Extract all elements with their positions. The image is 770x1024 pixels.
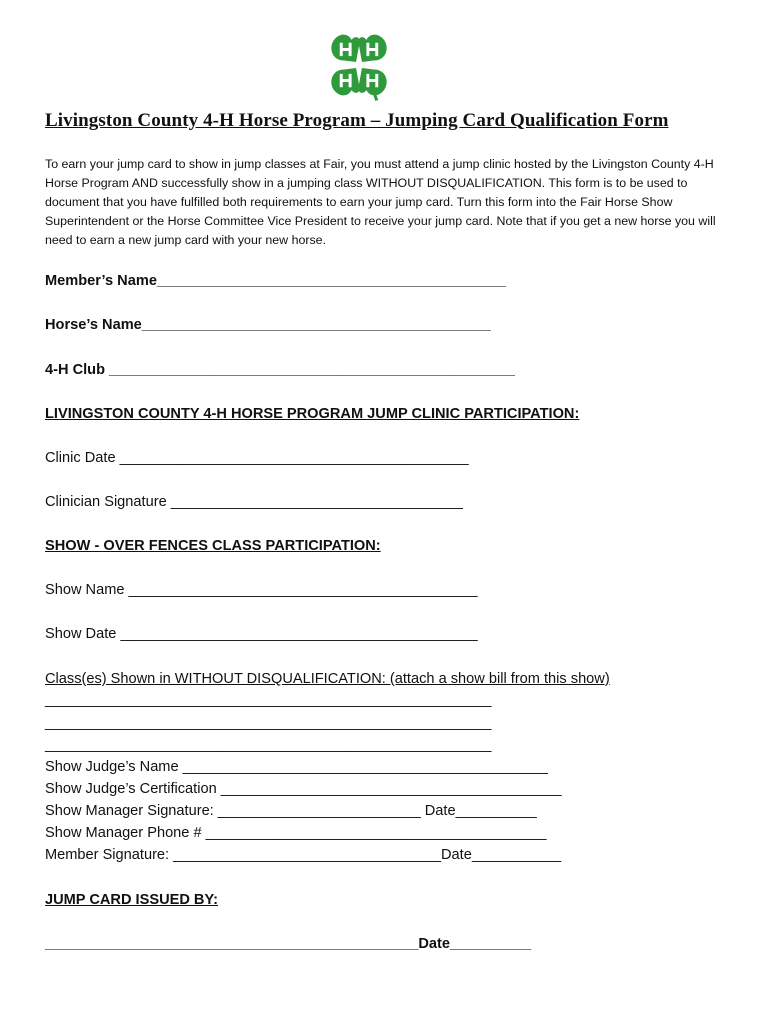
intro-paragraph: To earn your jump card to show in jump classes at Fair, you must attend a jump clinic hosted by the Livingston County 4-H Horse Program AND successfully show in a jumping class WITHOUT DISQUALIFICATION. This form is to be used to document that you have fulfilled both requirements to earn your jump card. Turn this form into the Fair Horse Show Superintendent or the Horse Committee Vice President to receive your jump card. Note that if you get a new horse you will need to earn a new jump card with your new horse. <box>45 157 716 247</box>
class-line-3[interactable]: _______________________________________________________ <box>45 737 492 753</box>
show-date-field[interactable]: Show Date ____________________________________________ <box>45 626 478 642</box>
class-line-1[interactable]: _______________________________________________________ <box>45 692 492 708</box>
form-title: Livingston County 4-H Horse Program – Jumping Card Qualification Form <box>45 110 669 131</box>
show-manager-signature-field[interactable]: Show Manager Signature: _________________________ Date__________ <box>45 803 537 819</box>
clinic-date-field[interactable]: Clinic Date ___________________________________________ <box>45 450 469 466</box>
show-name-field[interactable]: Show Name ___________________________________________ <box>45 582 478 598</box>
clinic-section-heading: LIVINGSTON COUNTY 4-H HORSE PROGRAM JUMP CLINIC PARTICIPATION: <box>45 406 580 422</box>
member-signature-field[interactable]: Member Signature: _________________________________Date___________ <box>45 847 562 863</box>
jump-card-issued-heading: JUMP CARD ISSUED BY: <box>45 892 218 908</box>
show-judge-name-field[interactable]: Show Judge’s Name _____________________________________________ <box>45 759 548 775</box>
horse-name-field[interactable]: Horse’s Name___________________________________________ <box>45 317 491 333</box>
member-name-field[interactable]: Member’s Name___________________________________________ <box>45 273 506 289</box>
4-h-clover-logo <box>322 28 396 102</box>
show-judge-certification-field[interactable]: Show Judge’s Certification __________________________________________ <box>45 781 562 797</box>
clinician-signature-field[interactable]: Clinician Signature ____________________________________ <box>45 494 463 510</box>
h-letters <box>340 43 378 87</box>
classes-shown-label: Class(es) Shown in WITHOUT DISQUALIFICATION: (attach a show bill from this show) <box>45 671 610 687</box>
club-field[interactable]: 4-H Club __________________________________________________ <box>45 362 515 378</box>
issued-by-signature-field[interactable]: ______________________________________________Date__________ <box>45 936 532 952</box>
show-manager-phone-field[interactable]: Show Manager Phone # __________________________________________ <box>45 825 547 841</box>
class-line-2[interactable]: _______________________________________________________ <box>45 715 492 731</box>
show-section-heading: SHOW - OVER FENCES CLASS PARTICIPATION: <box>45 538 381 554</box>
clover-leaves <box>331 35 386 101</box>
